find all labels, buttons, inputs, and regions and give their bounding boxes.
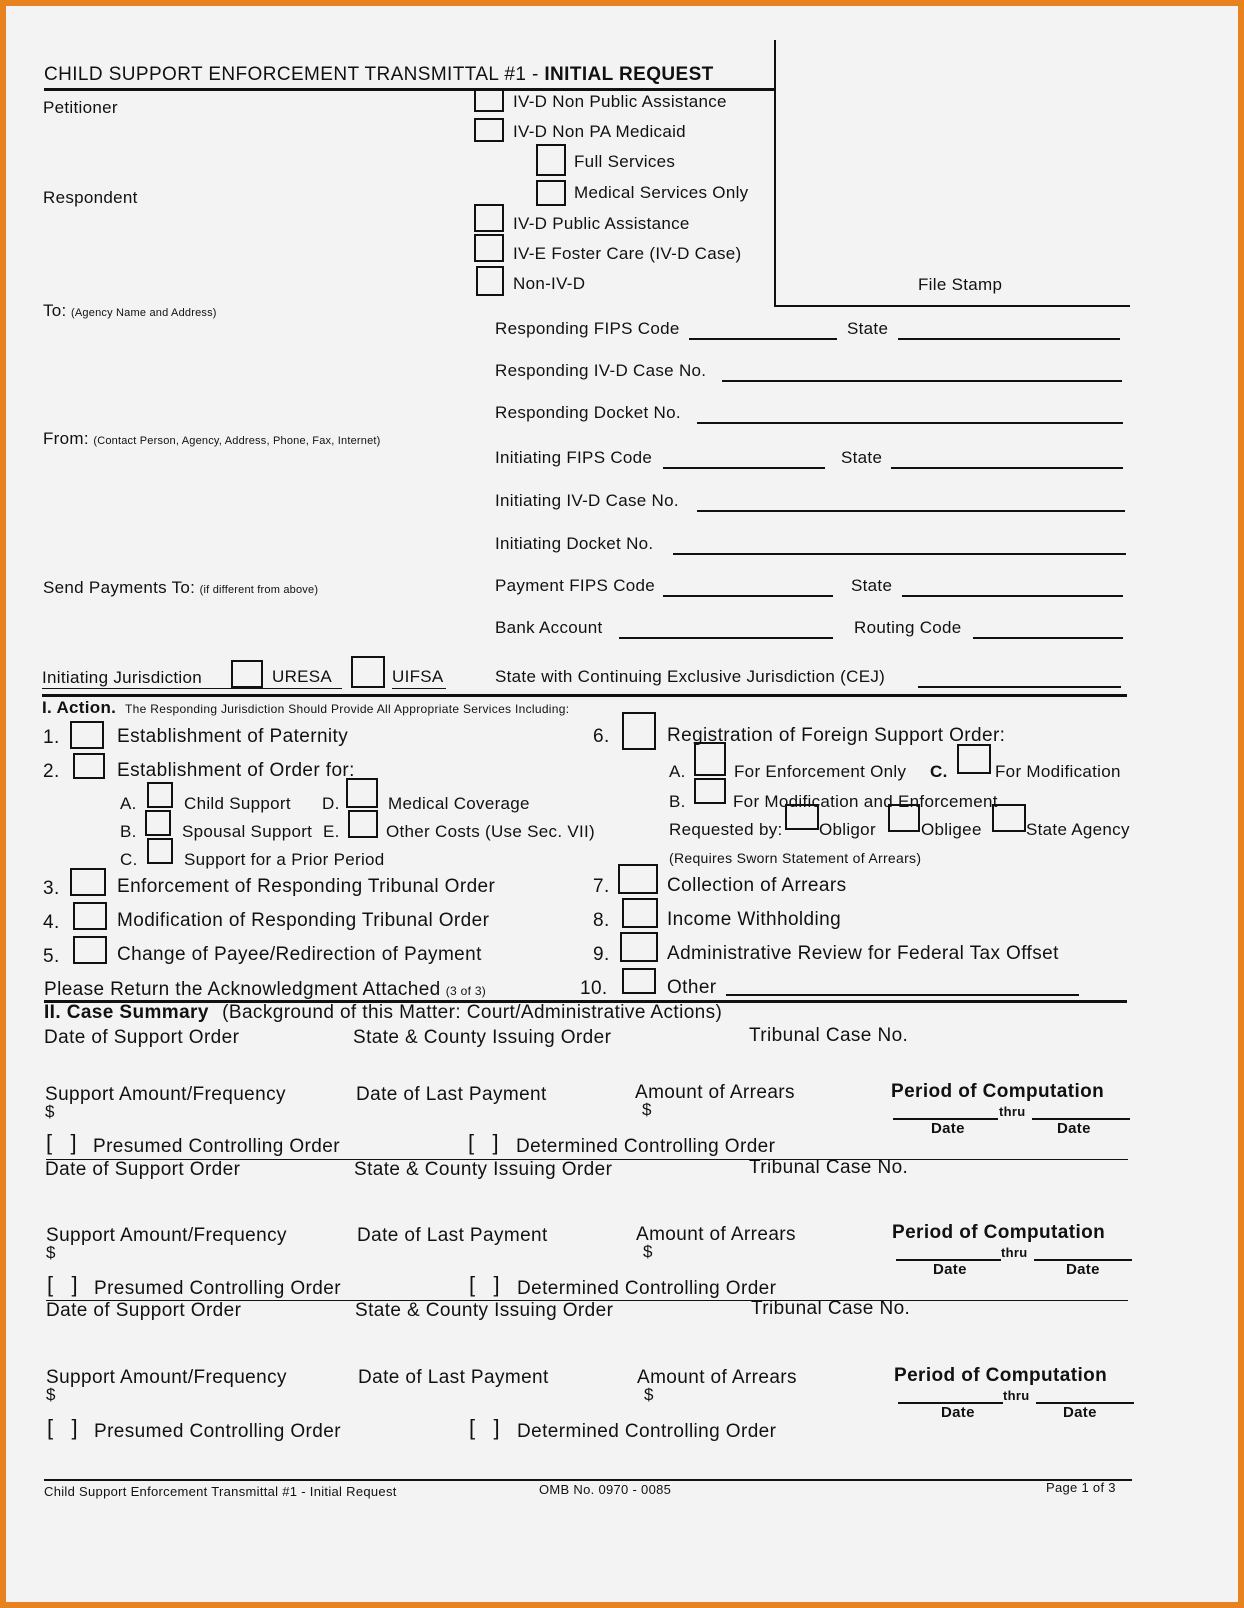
- bank-account-label: Bank Account: [495, 618, 603, 637]
- bank-account-field[interactable]: [619, 637, 833, 639]
- from-address: From: (Contact Person, Agency, Address, Phone, Fax, Internet): [43, 429, 381, 448]
- non-ivd-label: Non-IV-D: [513, 274, 586, 293]
- collection-arrears-checkbox[interactable]: [618, 864, 658, 894]
- sworn-statement-note: (Requires Sworn Statement of Arrears): [669, 850, 922, 866]
- enforcement-checkbox[interactable]: [70, 868, 106, 896]
- initiating-jurisdiction-label: Initiating Jurisdiction: [42, 668, 202, 687]
- arrears-dollar: $: [642, 1100, 652, 1119]
- foster-care-checkbox[interactable]: [474, 234, 504, 262]
- respondent-label: Respondent: [43, 188, 138, 207]
- obligee-checkbox[interactable]: [888, 804, 920, 832]
- determined-label: Determined Controlling Order: [517, 1278, 777, 1299]
- payment-fips-field[interactable]: [663, 595, 833, 597]
- case-summary-heading: II. Case Summary (Background of this Matter: Court/Administrative Actions): [44, 1002, 723, 1023]
- arrears-label: Amount of Arrears: [635, 1082, 795, 1103]
- responding-case-field[interactable]: [722, 380, 1122, 382]
- tax-offset-label: Administrative Review for Federal Tax Offset: [667, 943, 1059, 964]
- arrears-dollar: $: [644, 1385, 654, 1404]
- reg-a-letter: A.: [669, 762, 686, 781]
- sub-e-letter: E.: [323, 822, 340, 841]
- state-county-label: State & County Issuing Order: [354, 1159, 613, 1180]
- support-amount-dollar: $: [46, 1243, 56, 1262]
- public-assistance-label: IV-D Public Assistance: [513, 214, 690, 233]
- determined-bracket[interactable]: [ ]: [469, 1415, 500, 1440]
- modification-checkbox[interactable]: [73, 902, 107, 930]
- period-computation-label: Period of Computation: [894, 1365, 1108, 1386]
- footer-omb-number: OMB No. 0970 - 0085: [539, 1482, 672, 1497]
- item-5-number: 5.: [43, 946, 60, 967]
- action-heading: I. Action. The Responding Jurisdiction Should Provide All Appropriate Services Including:: [42, 698, 570, 717]
- for-modification-label: For Modification: [995, 762, 1121, 781]
- obligor-checkbox[interactable]: [785, 804, 819, 830]
- tribunal-case-label: Tribunal Case No.: [749, 1157, 909, 1178]
- collection-arrears-label: Collection of Arrears: [667, 875, 847, 896]
- initiating-state-field[interactable]: [891, 467, 1123, 469]
- date-support-order-label: Date of Support Order: [45, 1159, 241, 1180]
- to-date-label: Date: [1063, 1404, 1097, 1421]
- foster-care-label: IV-E Foster Care (IV-D Case): [513, 244, 742, 263]
- item-10-number: 10.: [580, 978, 608, 999]
- item-3-number: 3.: [43, 878, 60, 899]
- income-withholding-label: Income Withholding: [667, 909, 842, 930]
- responding-state-field[interactable]: [898, 338, 1120, 340]
- modification-enforcement-checkbox[interactable]: [694, 778, 726, 804]
- child-support-label: Child Support: [184, 794, 291, 813]
- uresa-label: URESA: [272, 667, 333, 686]
- responding-docket-label: Responding Docket No.: [495, 403, 681, 422]
- initiating-case-label: Initiating IV-D Case No.: [495, 491, 679, 510]
- determined-label: Determined Controlling Order: [517, 1421, 777, 1442]
- period-computation-label: Period of Computation: [892, 1222, 1106, 1243]
- item-2-number: 2.: [43, 761, 60, 782]
- child-support-checkbox[interactable]: [147, 782, 173, 808]
- other-field[interactable]: [726, 994, 1079, 996]
- registration-checkbox[interactable]: [622, 712, 656, 750]
- presumed-bracket[interactable]: [ ]: [47, 1415, 78, 1440]
- medical-services-only-checkbox[interactable]: [536, 180, 566, 206]
- initiating-fips-label: Initiating FIPS Code: [495, 448, 653, 467]
- reg-b-letter: B.: [669, 792, 686, 811]
- presumed-label: Presumed Controlling Order: [94, 1421, 341, 1442]
- modification-enforcement-label: For Modification and Enforcement: [733, 792, 998, 811]
- arrears-label: Amount of Arrears: [636, 1224, 796, 1245]
- modification-label: Modification of Responding Tribunal Order: [117, 910, 490, 931]
- routing-code-field[interactable]: [973, 637, 1123, 639]
- medical-services-only-label: Medical Services Only: [574, 183, 749, 202]
- uresa-checkbox[interactable]: [231, 660, 263, 688]
- prior-period-label: Support for a Prior Period: [184, 850, 385, 869]
- paternity-checkbox[interactable]: [70, 721, 104, 749]
- sub-b-letter: B.: [120, 822, 137, 841]
- responding-case-label: Responding IV-D Case No.: [495, 361, 707, 380]
- paternity-label: Establishment of Paternity: [117, 726, 349, 747]
- reg-c-letter: C.: [930, 762, 948, 781]
- income-withholding-checkbox[interactable]: [622, 898, 658, 928]
- uifsa-checkbox[interactable]: [351, 656, 385, 688]
- determined-bracket[interactable]: [ ]: [468, 1130, 499, 1155]
- sub-a-letter: A.: [120, 794, 137, 813]
- other-costs-label: Other Costs (Use Sec. VII): [386, 822, 596, 841]
- file-stamp-label: File Stamp: [918, 275, 1003, 294]
- responding-fips-label: Responding FIPS Code: [495, 319, 680, 338]
- registration-label: Registration of Foreign Support Order:: [667, 725, 1006, 746]
- full-services-label: Full Services: [574, 152, 676, 171]
- payment-state-label: State: [851, 576, 893, 595]
- section-i-divider: [42, 694, 1127, 697]
- tribunal-case-label: Tribunal Case No.: [751, 1298, 911, 1319]
- footer-divider: [44, 1479, 1132, 1481]
- routing-code-label: Routing Code: [854, 618, 962, 637]
- payment-fips-label: Payment FIPS Code: [495, 576, 656, 595]
- responding-state-label: State: [847, 319, 889, 338]
- medical-coverage-label: Medical Coverage: [388, 794, 530, 813]
- item-7-number: 7.: [593, 876, 610, 897]
- jurisdiction-underline: [42, 688, 342, 689]
- footer-page-number: Page 1 of 3: [1046, 1480, 1116, 1495]
- arrears-dollar: $: [643, 1242, 653, 1261]
- presumed-label: Presumed Controlling Order: [94, 1278, 341, 1299]
- from-date-label: Date: [941, 1404, 975, 1421]
- initiating-docket-label: Initiating Docket No.: [495, 534, 654, 553]
- to-address: To: (Agency Name and Address): [43, 301, 217, 320]
- establishment-order-label: Establishment of Order for:: [117, 760, 355, 781]
- date-support-order-label: Date of Support Order: [46, 1300, 242, 1321]
- presumed-bracket[interactable]: [ ]: [47, 1272, 78, 1297]
- to-date-label: Date: [1057, 1120, 1091, 1137]
- initiating-state-label: State: [841, 448, 883, 467]
- spousal-support-label: Spousal Support: [182, 822, 313, 841]
- tax-offset-checkbox[interactable]: [620, 932, 658, 962]
- enforcement-only-label: For Enforcement Only: [734, 762, 907, 781]
- other-label: Other: [667, 977, 717, 998]
- last-payment-label: Date of Last Payment: [356, 1084, 547, 1105]
- establishment-order-checkbox[interactable]: [73, 753, 105, 779]
- state-county-label: State & County Issuing Order: [353, 1027, 612, 1048]
- cej-label: State with Continuing Exclusive Jurisdiction (CEJ): [495, 667, 886, 686]
- responding-fips-field[interactable]: [689, 338, 837, 340]
- payment-state-field[interactable]: [902, 595, 1123, 597]
- non-public-assistance-checkbox[interactable]: [474, 88, 504, 112]
- support-amount-label: Support Amount/Frequency: [46, 1367, 287, 1388]
- responding-docket-field[interactable]: [697, 422, 1123, 424]
- support-amount-label: Support Amount/Frequency: [45, 1084, 286, 1105]
- cej-field[interactable]: [918, 686, 1121, 688]
- item-8-number: 8.: [593, 910, 610, 931]
- obligee-label: Obligee: [921, 820, 982, 839]
- uifsa-underline: [392, 688, 446, 689]
- uifsa-label: UIFSA: [392, 667, 444, 686]
- thru-label: thru: [1003, 1388, 1030, 1403]
- prior-period-checkbox[interactable]: [147, 838, 173, 864]
- change-payee-checkbox[interactable]: [73, 936, 107, 964]
- initiating-fips-field[interactable]: [663, 467, 825, 469]
- presumed-label: Presumed Controlling Order: [93, 1136, 340, 1157]
- sub-d-letter: D.: [322, 794, 340, 813]
- initiating-case-field[interactable]: [697, 510, 1125, 512]
- non-pa-medicaid-label: IV-D Non PA Medicaid: [513, 122, 686, 141]
- thru-label: thru: [1001, 1245, 1028, 1260]
- enforcement-label: Enforcement of Responding Tribunal Order: [117, 876, 496, 897]
- item-4-number: 4.: [43, 912, 60, 933]
- non-ivd-checkbox[interactable]: [476, 266, 504, 296]
- public-assistance-checkbox[interactable]: [474, 204, 504, 232]
- non-public-assistance-label: IV-D Non Public Assistance: [513, 92, 727, 111]
- footer-form-name: Child Support Enforcement Transmittal #1 - Initial Request: [44, 1484, 397, 1499]
- support-amount-dollar: $: [46, 1385, 56, 1404]
- thru-label: thru: [999, 1104, 1026, 1119]
- file-stamp-bottom-border: [774, 305, 1130, 307]
- determined-label: Determined Controlling Order: [516, 1136, 776, 1157]
- from-date-label: Date: [931, 1120, 965, 1137]
- full-services-checkbox[interactable]: [536, 144, 566, 176]
- other-costs-checkbox[interactable]: [348, 810, 378, 838]
- presumed-bracket[interactable]: [ ]: [46, 1130, 77, 1155]
- item-9-number: 9.: [593, 944, 610, 965]
- state-county-label: State & County Issuing Order: [355, 1300, 614, 1321]
- enforcement-only-checkbox[interactable]: [694, 742, 726, 776]
- state-agency-checkbox[interactable]: [992, 804, 1026, 832]
- file-stamp-left-border: [774, 40, 776, 306]
- sub-c-letter: C.: [120, 850, 138, 869]
- other-checkbox[interactable]: [622, 968, 656, 994]
- for-modification-checkbox[interactable]: [957, 744, 991, 774]
- initiating-docket-field[interactable]: [673, 553, 1126, 555]
- medical-coverage-checkbox[interactable]: [346, 778, 378, 808]
- support-amount-label: Support Amount/Frequency: [46, 1225, 287, 1246]
- acknowledgment-note: Please Return the Acknowledgment Attached (3 of 3): [44, 979, 487, 1000]
- period-computation-label: Period of Computation: [891, 1081, 1105, 1102]
- obligor-label: Obligor: [819, 820, 876, 839]
- title-underline: [44, 88, 776, 91]
- item-6-number: 6.: [593, 726, 610, 747]
- from-date-label: Date: [933, 1261, 967, 1278]
- last-payment-label: Date of Last Payment: [357, 1225, 548, 1246]
- send-payments-to: Send Payments To: (if different from above): [43, 578, 319, 597]
- support-amount-dollar: $: [45, 1102, 55, 1121]
- to-date-label: Date: [1066, 1261, 1100, 1278]
- last-payment-label: Date of Last Payment: [358, 1367, 549, 1388]
- arrears-label: Amount of Arrears: [637, 1367, 797, 1388]
- form-title: CHILD SUPPORT ENFORCEMENT TRANSMITTAL #1 - INITIAL REQUEST: [44, 64, 714, 85]
- spousal-support-checkbox[interactable]: [145, 810, 171, 836]
- petitioner-label: Petitioner: [43, 98, 118, 117]
- state-agency-label: State Agency: [1026, 820, 1130, 839]
- tribunal-case-label: Tribunal Case No.: [749, 1025, 909, 1046]
- non-pa-medicaid-checkbox[interactable]: [474, 118, 504, 142]
- date-support-order-label: Date of Support Order: [44, 1027, 240, 1048]
- change-payee-label: Change of Payee/Redirection of Payment: [117, 944, 482, 965]
- requested-by-label: Requested by:: [669, 820, 783, 839]
- item-1-number: 1.: [43, 727, 60, 748]
- determined-bracket[interactable]: [ ]: [469, 1272, 500, 1297]
